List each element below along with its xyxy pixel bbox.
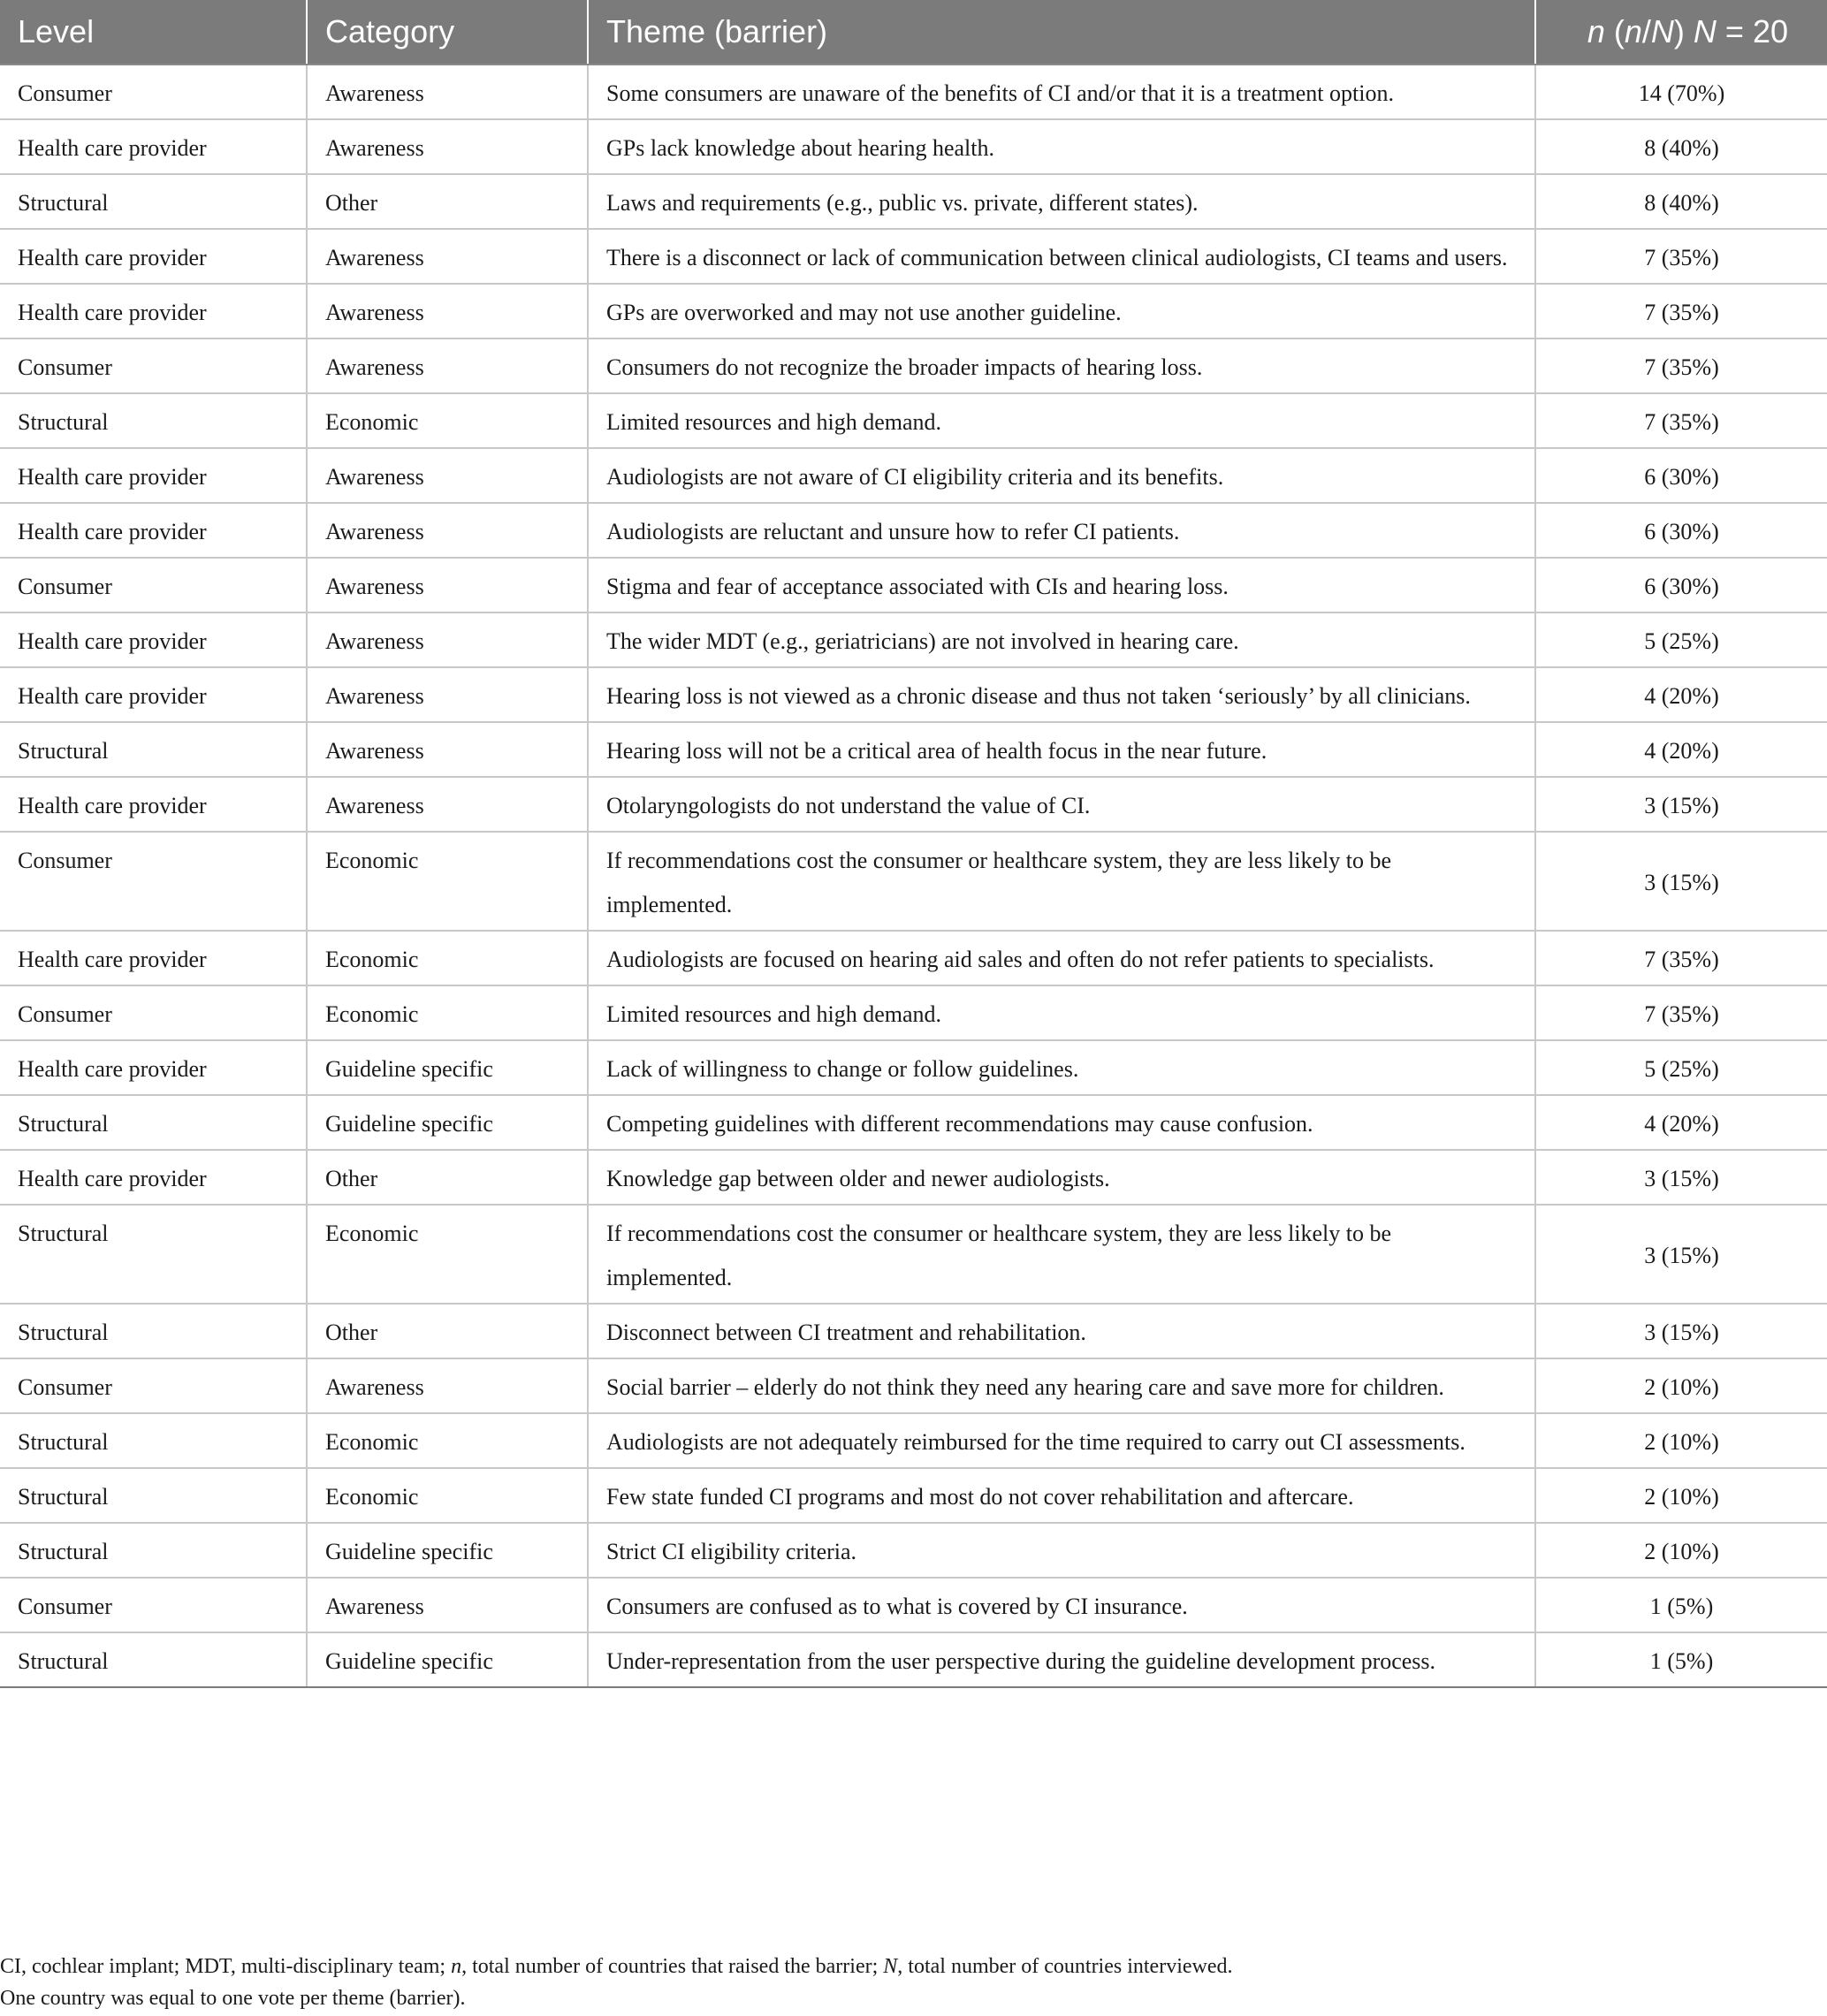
cell-category: Guideline specific — [307, 1632, 588, 1687]
cell-count: 7 (35%) — [1535, 393, 1827, 448]
cell-count: 3 (15%) — [1535, 832, 1827, 931]
cell-category: Other — [307, 174, 588, 229]
cell-count: 2 (10%) — [1535, 1413, 1827, 1468]
cell-category: Economic — [307, 1413, 588, 1468]
cell-category: Awareness — [307, 65, 588, 119]
table-row — [0, 1040, 1827, 1095]
cell-theme: GPs are overworked and may not use another guideline. — [588, 284, 1535, 339]
cell-level: Structural — [0, 1095, 307, 1150]
cell-theme: Social barrier – elderly do not think they need any hearing care and save more for children. — [588, 1358, 1535, 1413]
cell-theme: Limited resources and high demand. — [588, 985, 1535, 1040]
table-row — [0, 1413, 1827, 1468]
cell-category: Awareness — [307, 503, 588, 558]
cell-category: Economic — [307, 931, 588, 985]
cell-category: Guideline specific — [307, 1095, 588, 1150]
cell-theme: Laws and requirements (e.g., public vs. private, different states). — [588, 174, 1535, 229]
cell-count: 4 (20%) — [1535, 722, 1827, 777]
header-count — [1535, 0, 1827, 65]
table-row — [0, 339, 1827, 393]
cell-count: 7 (35%) — [1535, 229, 1827, 284]
table-row — [0, 229, 1827, 284]
cell-theme: Otolaryngologists do not understand the value of CI. — [588, 777, 1535, 832]
cell-level: Consumer — [0, 1358, 307, 1413]
cell-count: 3 (15%) — [1535, 1150, 1827, 1205]
header-row — [0, 0, 1827, 65]
table-row — [0, 722, 1827, 777]
cell-level: Health care provider — [0, 667, 307, 722]
cell-count: 8 (40%) — [1535, 119, 1827, 174]
cell-theme: GPs lack knowledge about hearing health. — [588, 119, 1535, 174]
cell-count: 3 (15%) — [1535, 777, 1827, 832]
cell-count: 3 (15%) — [1535, 1205, 1827, 1304]
cell-theme: Some consumers are unaware of the benefits of CI and/or that it is a treatment option. — [588, 65, 1535, 119]
table-row — [0, 503, 1827, 558]
cell-theme: Audiologists are focused on hearing aid sales and often do not refer patients to specialists. — [588, 931, 1535, 985]
cell-level: Health care provider — [0, 119, 307, 174]
cell-level: Structural — [0, 1205, 307, 1304]
header-theme: Theme (barrier) — [588, 0, 1535, 65]
table-row — [0, 667, 1827, 722]
cell-count: 3 (15%) — [1535, 1304, 1827, 1358]
cell-count: 14 (70%) — [1535, 65, 1827, 119]
cell-level: Consumer — [0, 985, 307, 1040]
cell-level: Consumer — [0, 832, 307, 931]
header-category: Category — [307, 0, 588, 65]
table-header — [0, 0, 1827, 65]
table-row — [0, 1304, 1827, 1358]
cell-category: Awareness — [307, 1358, 588, 1413]
table-body — [0, 65, 1827, 1687]
cell-level: Structural — [0, 1468, 307, 1523]
cell-theme: Disconnect between CI treatment and rehabilitation. — [588, 1304, 1535, 1358]
table-row — [0, 1632, 1827, 1687]
table-row — [0, 119, 1827, 174]
cell-level: Structural — [0, 174, 307, 229]
table-row — [0, 612, 1827, 667]
cell-theme: Consumers do not recognize the broader impacts of hearing loss. — [588, 339, 1535, 393]
table-row — [0, 777, 1827, 832]
cell-theme: If recommendations cost the consumer or healthcare system, they are less likely to be implemented. — [588, 1205, 1535, 1304]
cell-theme: Stigma and fear of acceptance associated with CIs and hearing loss. — [588, 558, 1535, 612]
footnote-abbreviations — [0, 1951, 1233, 1982]
cell-category: Economic — [307, 1205, 588, 1304]
cell-category: Awareness — [307, 119, 588, 174]
cell-count: 7 (35%) — [1535, 284, 1827, 339]
cell-category: Other — [307, 1304, 588, 1358]
cell-count: 7 (35%) — [1535, 931, 1827, 985]
cell-category: Economic — [307, 832, 588, 931]
cell-theme: Consumers are confused as to what is covered by CI insurance. — [588, 1578, 1535, 1632]
table-row — [0, 1523, 1827, 1578]
cell-theme: Audiologists are not adequately reimbursed for the time required to carry out CI assessments. — [588, 1413, 1535, 1468]
cell-category: Awareness — [307, 448, 588, 503]
cell-level: Health care provider — [0, 1040, 307, 1095]
header-count-N-denominator: N — [1650, 13, 1674, 49]
cell-count: 2 (10%) — [1535, 1523, 1827, 1578]
cell-level: Consumer — [0, 558, 307, 612]
cell-level: Health care provider — [0, 612, 307, 667]
header-count-slash: / — [1641, 13, 1651, 49]
table-row — [0, 1468, 1827, 1523]
header-count-close: ) — [1673, 13, 1694, 49]
cell-category: Awareness — [307, 777, 588, 832]
cell-category: Economic — [307, 1468, 588, 1523]
cell-level: Structural — [0, 1632, 307, 1687]
cell-category: Other — [307, 1150, 588, 1205]
cell-category: Guideline specific — [307, 1523, 588, 1578]
cell-count: 7 (35%) — [1535, 339, 1827, 393]
table-row — [0, 985, 1827, 1040]
cell-count: 2 (10%) — [1535, 1468, 1827, 1523]
cell-count: 5 (25%) — [1535, 612, 1827, 667]
header-level: Level — [0, 0, 307, 65]
footnote-n-definition: , total number of countries that raised the barrier; — [461, 1955, 884, 1978]
cell-category: Awareness — [307, 339, 588, 393]
table-row — [0, 832, 1827, 931]
cell-count: 1 (5%) — [1535, 1632, 1827, 1687]
table-row — [0, 65, 1827, 119]
cell-theme: Hearing loss is not viewed as a chronic disease and thus not taken ‘seriously’ by all clinicians. — [588, 667, 1535, 722]
cell-level: Health care provider — [0, 777, 307, 832]
cell-level: Health care provider — [0, 1150, 307, 1205]
footnote-abbrev-text: CI, cochlear implant; MDT, multi-disciplinary team; — [0, 1955, 452, 1978]
cell-theme: Audiologists are not aware of CI eligibility criteria and its benefits. — [588, 448, 1535, 503]
footnote-n-symbol: n — [451, 1955, 462, 1978]
cell-theme: Limited resources and high demand. — [588, 393, 1535, 448]
table-row — [0, 1358, 1827, 1413]
table-row — [0, 393, 1827, 448]
cell-category: Economic — [307, 393, 588, 448]
cell-level: Health care provider — [0, 448, 307, 503]
footnote-N-definition: , total number of countries interviewed. — [897, 1955, 1233, 1978]
table-row — [0, 284, 1827, 339]
cell-level: Structural — [0, 1413, 307, 1468]
cell-theme: Under-representation from the user perspective during the guideline development process. — [588, 1632, 1535, 1687]
cell-level: Structural — [0, 1304, 307, 1358]
footnote-N-symbol: N — [883, 1955, 898, 1978]
cell-level: Structural — [0, 722, 307, 777]
cell-count: 5 (25%) — [1535, 1040, 1827, 1095]
cell-theme: Audiologists are reluctant and unsure how to refer CI patients. — [588, 503, 1535, 558]
cell-level: Structural — [0, 1523, 307, 1578]
cell-level: Consumer — [0, 1578, 307, 1632]
cell-theme: Competing guidelines with different recommendations may cause confusion. — [588, 1095, 1535, 1150]
cell-level: Structural — [0, 393, 307, 448]
cell-category: Economic — [307, 985, 588, 1040]
header-count-eq: = 20 — [1716, 13, 1788, 49]
cell-category: Awareness — [307, 229, 588, 284]
cell-count: 2 (10%) — [1535, 1358, 1827, 1413]
table-row — [0, 1095, 1827, 1150]
cell-category: Awareness — [307, 722, 588, 777]
cell-category: Awareness — [307, 1578, 588, 1632]
cell-theme: Hearing loss will not be a critical area of health focus in the near future. — [588, 722, 1535, 777]
cell-count: 6 (30%) — [1535, 503, 1827, 558]
cell-level: Health care provider — [0, 229, 307, 284]
cell-category: Awareness — [307, 612, 588, 667]
cell-theme: Knowledge gap between older and newer audiologists. — [588, 1150, 1535, 1205]
cell-count: 6 (30%) — [1535, 558, 1827, 612]
cell-count: 4 (20%) — [1535, 1095, 1827, 1150]
cell-category: Awareness — [307, 667, 588, 722]
cell-category: Guideline specific — [307, 1040, 588, 1095]
cell-count: 1 (5%) — [1535, 1578, 1827, 1632]
cell-level: Health care provider — [0, 284, 307, 339]
cell-theme: Lack of willingness to change or follow guidelines. — [588, 1040, 1535, 1095]
table-row — [0, 931, 1827, 985]
table-row — [0, 1205, 1827, 1304]
header-count-n-numerator: n — [1624, 13, 1642, 49]
table-row — [0, 1578, 1827, 1632]
cell-count: 6 (30%) — [1535, 448, 1827, 503]
cell-level: Health care provider — [0, 931, 307, 985]
header-count-open: ( — [1604, 13, 1625, 49]
table-row — [0, 558, 1827, 612]
cell-category: Awareness — [307, 284, 588, 339]
cell-level: Health care provider — [0, 503, 307, 558]
footnote-voting: One country was equal to one vote per theme (barrier). — [0, 1987, 466, 2010]
cell-count: 8 (40%) — [1535, 174, 1827, 229]
table-row — [0, 1150, 1827, 1205]
cell-theme: Few state funded CI programs and most do not cover rehabilitation and aftercare. — [588, 1468, 1535, 1523]
cell-category: Awareness — [307, 558, 588, 612]
cell-level: Consumer — [0, 65, 307, 119]
cell-count: 4 (20%) — [1535, 667, 1827, 722]
cell-count: 7 (35%) — [1535, 985, 1827, 1040]
header-count-N-total: N — [1693, 13, 1717, 49]
table-row — [0, 174, 1827, 229]
cell-theme: The wider MDT (e.g., geriatricians) are not involved in hearing care. — [588, 612, 1535, 667]
cell-theme: If recommendations cost the consumer or healthcare system, they are less likely to be implemented. — [588, 832, 1535, 931]
cell-theme: There is a disconnect or lack of communication between clinical audiologists, CI teams and users. — [588, 229, 1535, 284]
cell-level: Consumer — [0, 339, 307, 393]
header-count-n: n — [1587, 13, 1605, 49]
cell-theme: Strict CI eligibility criteria. — [588, 1523, 1535, 1578]
table-row — [0, 448, 1827, 503]
